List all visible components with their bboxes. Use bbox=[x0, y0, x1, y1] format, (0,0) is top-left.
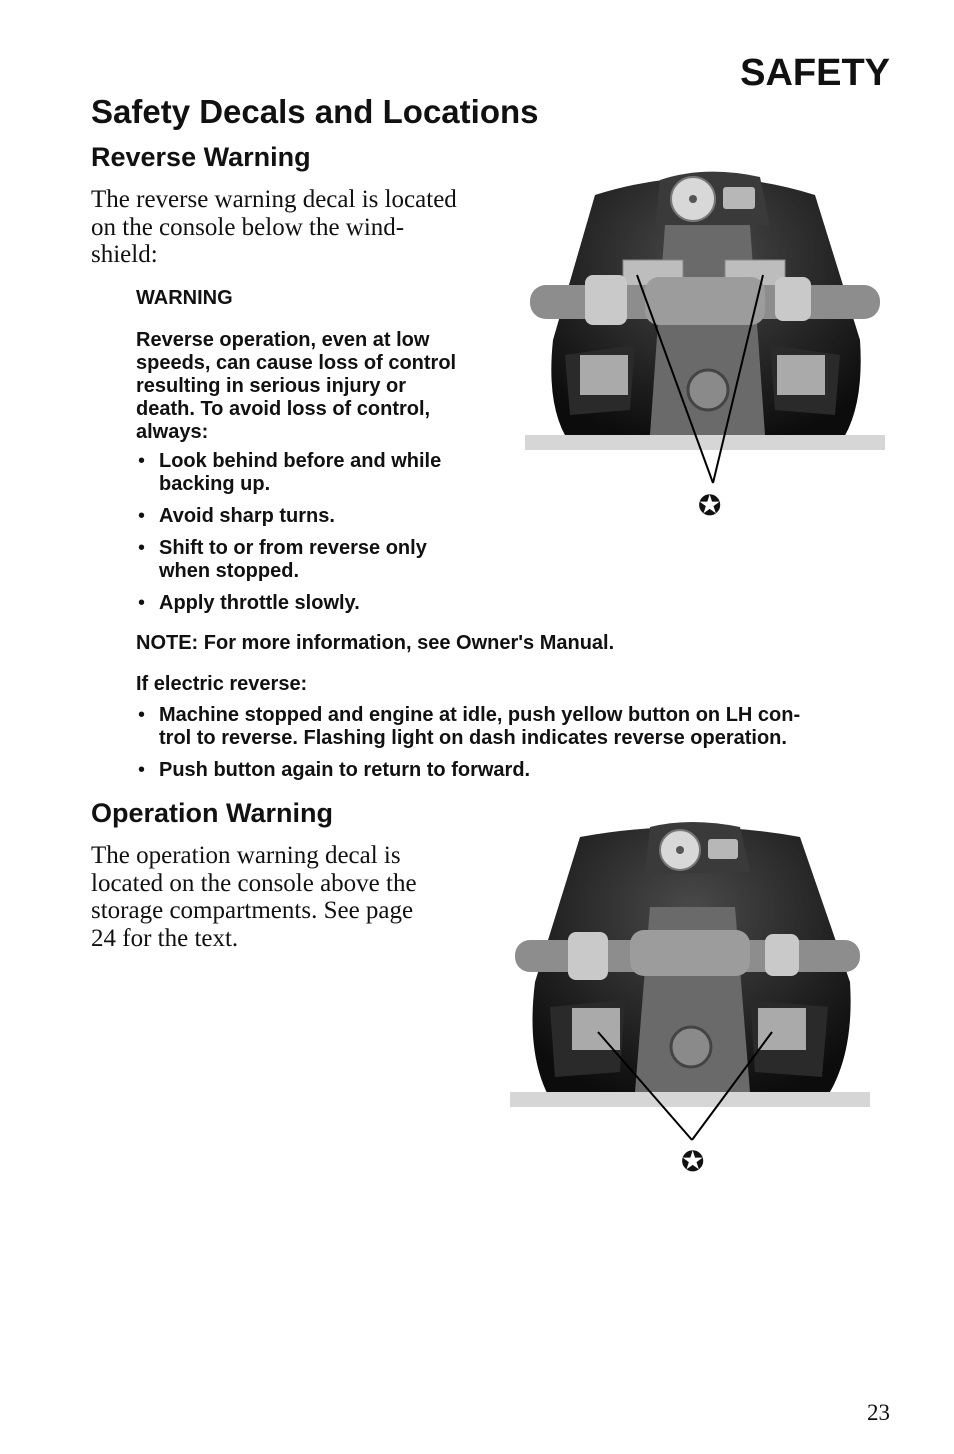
fuel-cap bbox=[671, 1027, 711, 1067]
floor bbox=[525, 435, 885, 450]
bullet-icon: • bbox=[138, 505, 146, 527]
bullet-icon: • bbox=[138, 537, 146, 559]
text-line: The operation warning decal is bbox=[91, 842, 401, 869]
list-item bbox=[136, 505, 516, 528]
list-item bbox=[136, 592, 516, 615]
text-line: death. To avoid loss of control, bbox=[136, 398, 431, 420]
right-sticker bbox=[758, 1008, 806, 1050]
list-item bbox=[136, 450, 516, 496]
text-line: Reverse operation, even at low bbox=[136, 329, 430, 351]
text-line: speeds, can cause loss of control bbox=[136, 352, 457, 374]
text-line: Shift to or from reverse only bbox=[159, 537, 427, 559]
electric-bullet-list bbox=[136, 704, 906, 791]
left-control bbox=[568, 932, 608, 980]
left-control bbox=[585, 275, 627, 325]
gauge-display bbox=[723, 187, 755, 209]
right-control bbox=[775, 277, 811, 321]
bullet-icon: • bbox=[138, 450, 146, 472]
handlebar-center bbox=[630, 930, 750, 976]
operation-decal-photo bbox=[510, 822, 870, 1142]
text-line: Look behind before and while bbox=[159, 450, 442, 472]
text-line: backing up. bbox=[159, 473, 271, 495]
text-line: The reverse warning decal is located bbox=[91, 186, 457, 213]
fuel-cap bbox=[688, 370, 728, 410]
left-sticker bbox=[572, 1008, 620, 1050]
operation-warning-heading: Operation Warning bbox=[91, 798, 333, 828]
list-item bbox=[136, 537, 516, 583]
section-title: SAFETY bbox=[740, 52, 890, 94]
list-item bbox=[136, 759, 906, 782]
text-line: 24 for the text. bbox=[91, 924, 239, 952]
text-line: when stopped. bbox=[159, 560, 299, 582]
text-line: resulting in serious injury or bbox=[136, 375, 407, 397]
text-line: Machine stopped and engine at idle, push yellow button on LH con- bbox=[159, 704, 801, 726]
text-line: shield: bbox=[91, 241, 158, 268]
right-sticker bbox=[777, 355, 825, 395]
text-line: storage compartments. See page bbox=[91, 897, 414, 924]
note-text: NOTE: For more information, see Owner's Manual. bbox=[136, 632, 615, 654]
text-line: Push button again to return to forward. bbox=[159, 759, 531, 781]
electric-reverse-label: If electric reverse: bbox=[136, 673, 308, 695]
warning-bullet-list bbox=[136, 450, 516, 624]
left-sticker bbox=[580, 355, 628, 395]
list-item bbox=[136, 704, 906, 750]
handlebar-center bbox=[645, 277, 765, 325]
reverse-decal-photo bbox=[525, 165, 885, 525]
bullet-icon: • bbox=[138, 759, 146, 781]
bullet-icon: • bbox=[138, 704, 146, 726]
warning-label: WARNING bbox=[136, 287, 233, 309]
text-line: trol to reverse. Flashing light on dash indicates reverse operation. bbox=[159, 727, 787, 749]
reverse-warning-heading: Reverse Warning bbox=[91, 142, 311, 172]
text-line: Avoid sharp turns. bbox=[159, 505, 335, 527]
text-line: located on the console above the bbox=[91, 869, 417, 897]
floor bbox=[510, 1092, 870, 1107]
star-callout-icon: ✪ bbox=[681, 1146, 705, 1177]
text-line: Apply throttle slowly. bbox=[159, 592, 360, 614]
page-number: 23 bbox=[867, 1400, 890, 1425]
text-line: on the console below the wind- bbox=[91, 213, 405, 241]
text-line: always: bbox=[136, 421, 209, 443]
star-callout-icon: ✪ bbox=[698, 490, 722, 521]
right-control bbox=[765, 934, 799, 976]
gauge-display bbox=[708, 839, 738, 859]
operation-warning-intro bbox=[91, 842, 417, 952]
bullet-icon: • bbox=[138, 592, 146, 614]
page-heading: Safety Decals and Locations bbox=[91, 93, 539, 130]
reverse-warning-intro bbox=[91, 186, 457, 269]
